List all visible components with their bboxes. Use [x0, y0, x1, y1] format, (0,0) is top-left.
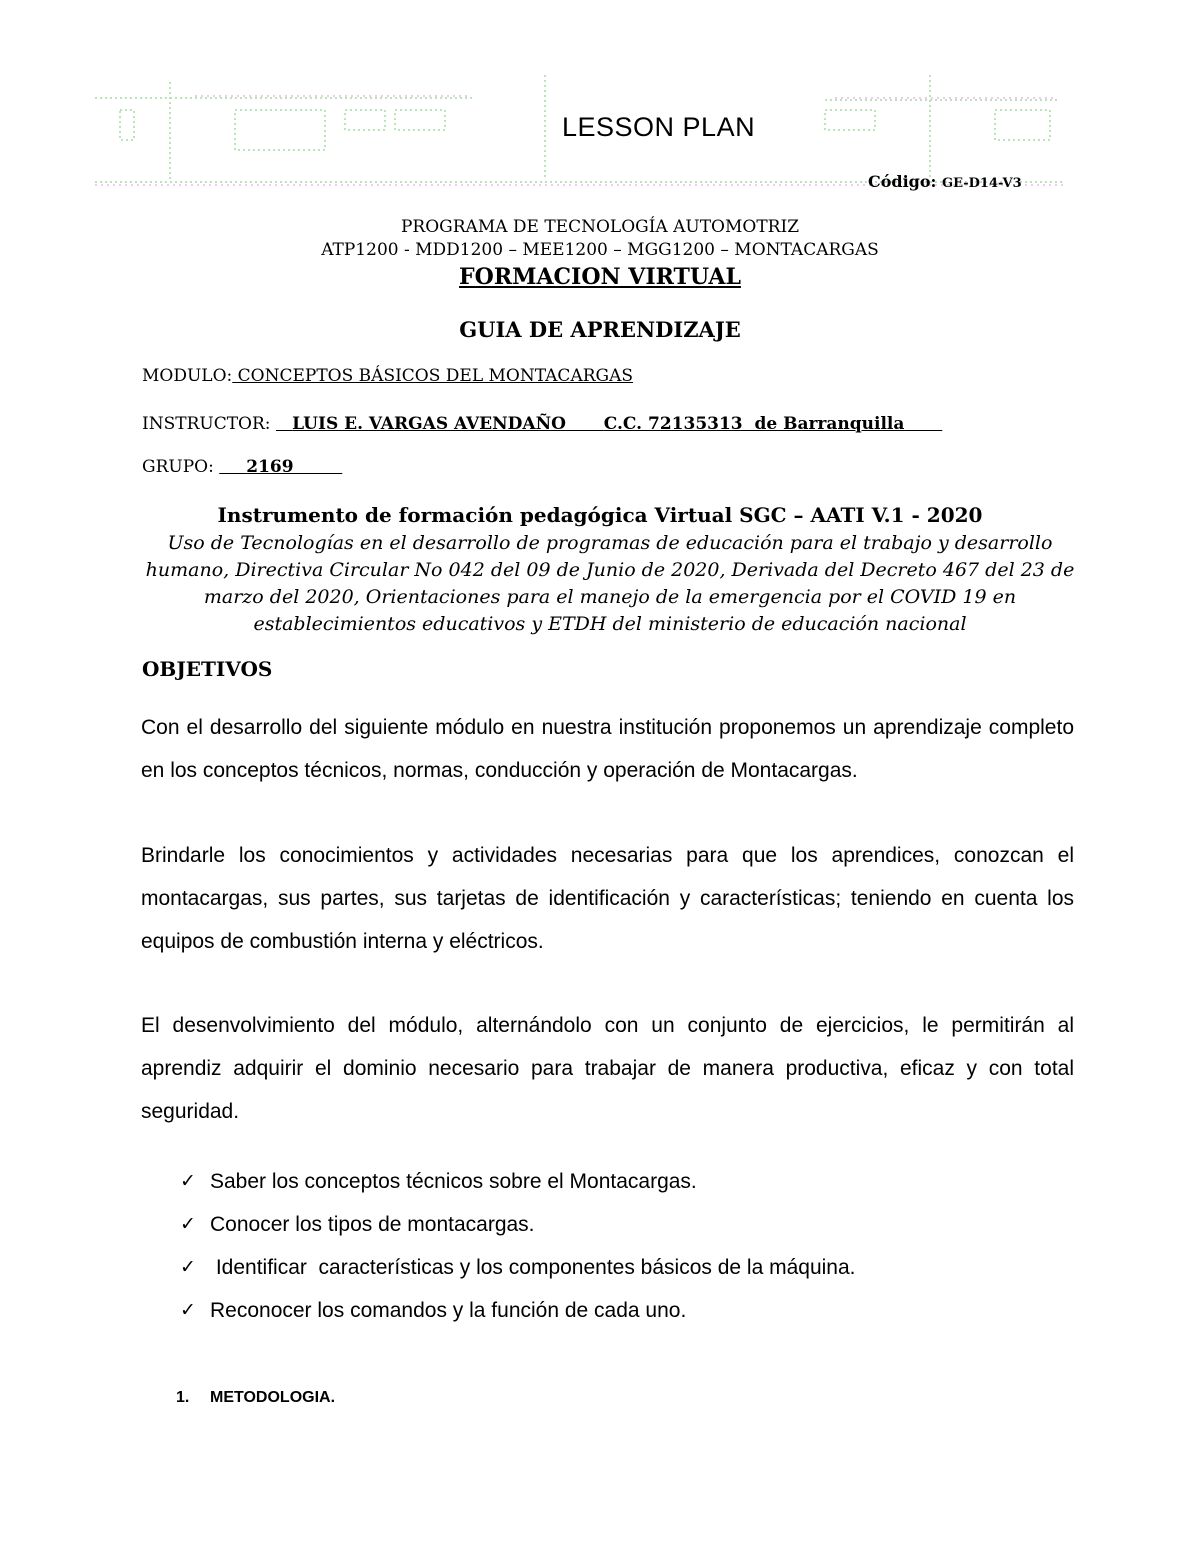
- instructor-label: INSTRUCTOR:: [142, 414, 271, 434]
- objetivo-paragraph: El desenvolvimiento del módulo, alternándolo con un conjunto de ejercicios, le permitirán al aprendiz adquirir el dominio necesario para trabajar de manera productiva, eficaz y con total seguridad.: [141, 1014, 1074, 1123]
- formacion-heading: FORMACION VIRTUAL: [459, 264, 741, 290]
- list-item: [180, 1246, 855, 1289]
- list-item: [180, 1203, 855, 1246]
- objetivos-checklist: [180, 1160, 855, 1332]
- codigo-label: Código:: [868, 172, 937, 191]
- instructor-field: [142, 414, 942, 434]
- section-heading-metodologia: [176, 1389, 335, 1407]
- guia-heading: GUIA DE APRENDIZAJE: [459, 317, 741, 342]
- list-item-text: Reconocer los comandos y la función de cada uno.: [210, 1299, 687, 1322]
- list-item: [180, 1160, 855, 1203]
- checkmark-icon: ✓: [180, 1171, 196, 1192]
- grupo-field: [142, 457, 342, 477]
- instructor-name: LUIS E. VARGAS AVENDAÑO: [292, 414, 566, 434]
- objetivos-heading: OBJETIVOS: [142, 657, 273, 681]
- document-code: [868, 172, 1022, 191]
- grupo-value: 2169: [246, 457, 294, 477]
- grupo-label: GRUPO:: [142, 457, 214, 477]
- checkmark-icon: ✓: [180, 1300, 196, 1321]
- modulo-value: CONCEPTOS BÁSICOS DEL MONTACARGAS: [232, 366, 634, 386]
- modulo-label: MODULO:: [142, 366, 233, 386]
- instrumento-text: Uso de Tecnologías en el desarrollo de programas de educación para el trabajo y desarrollo humano, Directiva Circular No 042 del 09 de Junio de 2020, Derivada del Decreto 467 del 23 de marzo del 2020, Orientaciones para el manejo de la emergencia por el COVID 19 en establecimientos educativos y ETDH del ministerio de educación nacional: [145, 532, 1075, 635]
- list-item-text: Saber los conceptos técnicos sobre el Montacargas.: [210, 1170, 697, 1193]
- checkmark-icon: ✓: [180, 1214, 196, 1235]
- codigo-value: GE-D14-V3: [942, 176, 1022, 191]
- instrumento-title: Instrumento de formación pedagógica Virtual SGC – AATI V.1 - 2020: [217, 503, 983, 527]
- program-title: PROGRAMA DE TECNOLOGÍA AUTOMOTRIZ: [400, 217, 800, 237]
- program-codes: ATP1200 - MDD1200 – MEE1200 – MGG1200 – MONTACARGAS: [321, 240, 879, 260]
- section-title: METODOLOGIA.: [210, 1389, 336, 1406]
- checkmark-icon: ✓: [180, 1257, 196, 1278]
- modulo-field: [142, 366, 633, 386]
- lesson-plan-title: LESSON PLAN: [562, 112, 756, 142]
- instructor-cc: C.C. 72135313 de Barranquilla: [603, 414, 905, 434]
- objetivo-paragraph: Con el desarrollo del siguiente módulo en nuestra institución proponemos un aprendizaje completo en los conceptos técnicos, normas, conducción y operación de Montacargas.: [141, 716, 1074, 782]
- section-number: 1.: [176, 1389, 190, 1406]
- list-item: [180, 1289, 855, 1332]
- objetivo-paragraph: Brindarle los conocimientos y actividades necesarias para que los aprendices, conozcan el montacargas, sus partes, sus tarjetas de identificación y características; teniendo en cuenta los equipos de combustión interna y eléctricos.: [141, 844, 1074, 953]
- list-item-text: Identificar características y los componentes básicos de la máquina.: [210, 1256, 856, 1279]
- list-item-text: Conocer los tipos de montacargas.: [210, 1213, 535, 1236]
